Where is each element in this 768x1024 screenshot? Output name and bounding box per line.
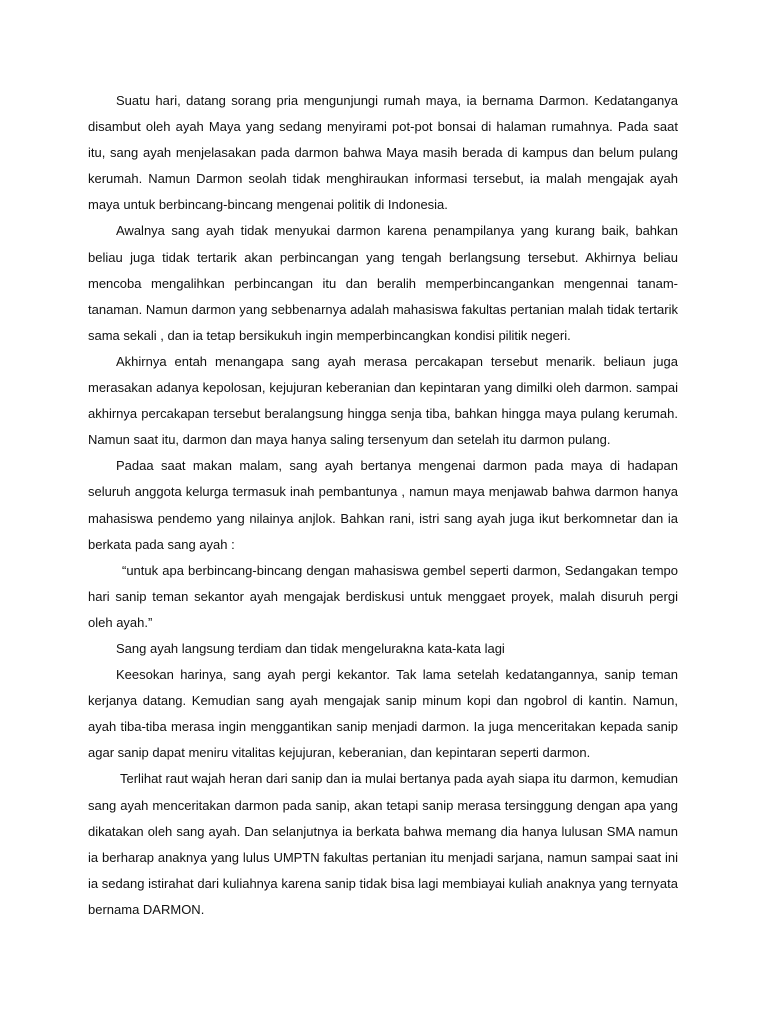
paragraph: Terlihat raut wajah heran dari sanip dan ia mulai bertanya pada ayah siapa itu darmon, kemudian sang ayah menceritakan darmon pada sanip, akan tetapi sanip merasa tersinggung dengan apa yang dikatakan oleh sang ayah. Dan selanjutnya ia berkata bahwa memang dia hanya lulusan SMA namun ia berharap anaknya yang lulus UMPTN fakultas pertanian itu menjadi sarjana, namun sampai saat ini ia sedang istirahat dari kuliahnya karena sanip tidak bisa lagi membiayai kuliah anaknya yang ternyata bernama DARMON. (88, 771, 678, 917)
paragraph: Keesokan harinya, sang ayah pergi kekantor. Tak lama setelah kedatangannya, sanip teman kerjanya datang. Kemudian sang ayah mengajak sanip minum kopi dan ngobrol di kantin. Namun, ayah tiba-tiba merasa ingin menggantikan sanip menjadi darmon. Ia juga menceritakan kepada sanip agar sanip dapat meniru vitalitas kejujuran, keberanian, dan kepintaran seperti darmon. (88, 667, 678, 761)
quote-paragraph: “untuk apa berbincang-bincang dengan mahasiswa gembel seperti darmon, Sedangakan tempo hari sanip teman sekantor ayah mengajak berdiskusi untuk menggaet proyek, malah disuruh pergi oleh ayah.” (88, 562, 678, 630)
paragraph: Akhirnya entah menangapa sang ayah merasa percakapan tersebut menarik. beliaun juga merasakan adanya kepolosan, kejujuran keberanian dan kepintaran yang dimilki oleh darmon. sampai akhirnya percakapan tersebut beralangsung hingga senja tiba, bahkan hingga maya pulang kerumah. Namun saat itu, darmon dan maya hanya saling tersenyum dan setelah itu darmon pulang. (88, 353, 678, 448)
document-page (88, 88, 678, 923)
paragraph: Sang ayah langsung terdiam dan tidak mengelurakna kata-kata lagi (116, 640, 505, 656)
paragraph: Awalnya sang ayah tidak menyukai darmon karena penampilanya yang kurang baik, bahkan beliau juga tidak tertarik akan perbincangan yang tengah berlangsung tersebut. Akhirnya beliau mencoba mengalihkan perbincangan itu dan beralih memperbincangankan mengennai tanam-tanaman. Namun darmon yang sebbenarnya adalah mahasiswa fakultas pertanian malah tidak tertarik sama sekali , dan ia tetap bersikukuh ingin memperbincangkan kondisi pilitik negeri. (88, 223, 678, 343)
paragraph: Suatu hari, datang sorang pria mengunjungi rumah maya, ia bernama Darmon. Kedatanganya disambut oleh ayah Maya yang sedang menyirami pot-pot bonsai di halaman rumahnya. Pada saat itu, sang ayah menjelasakan pada darmon bahwa Maya masih berada di kampus dan belum pulang kerumah. Namun Darmon seolah tidak menghiraukan informasi tersebut, ia malah mengajak ayah maya untuk berbincang-bincang mengenai politik di Indonesia. (88, 93, 678, 213)
paragraph: Padaa saat makan malam, sang ayah bertanya mengenai darmon pada maya di hadapan seluruh anggota kelurga termasuk inah pembantunya , namun maya menjawab bahwa darmon hanya mahasiswa pendemo yang nilainya anjlok. Bahkan rani, istri sang ayah juga ikut berkomnetar dan ia berkata pada sang ayah : (88, 458, 678, 552)
